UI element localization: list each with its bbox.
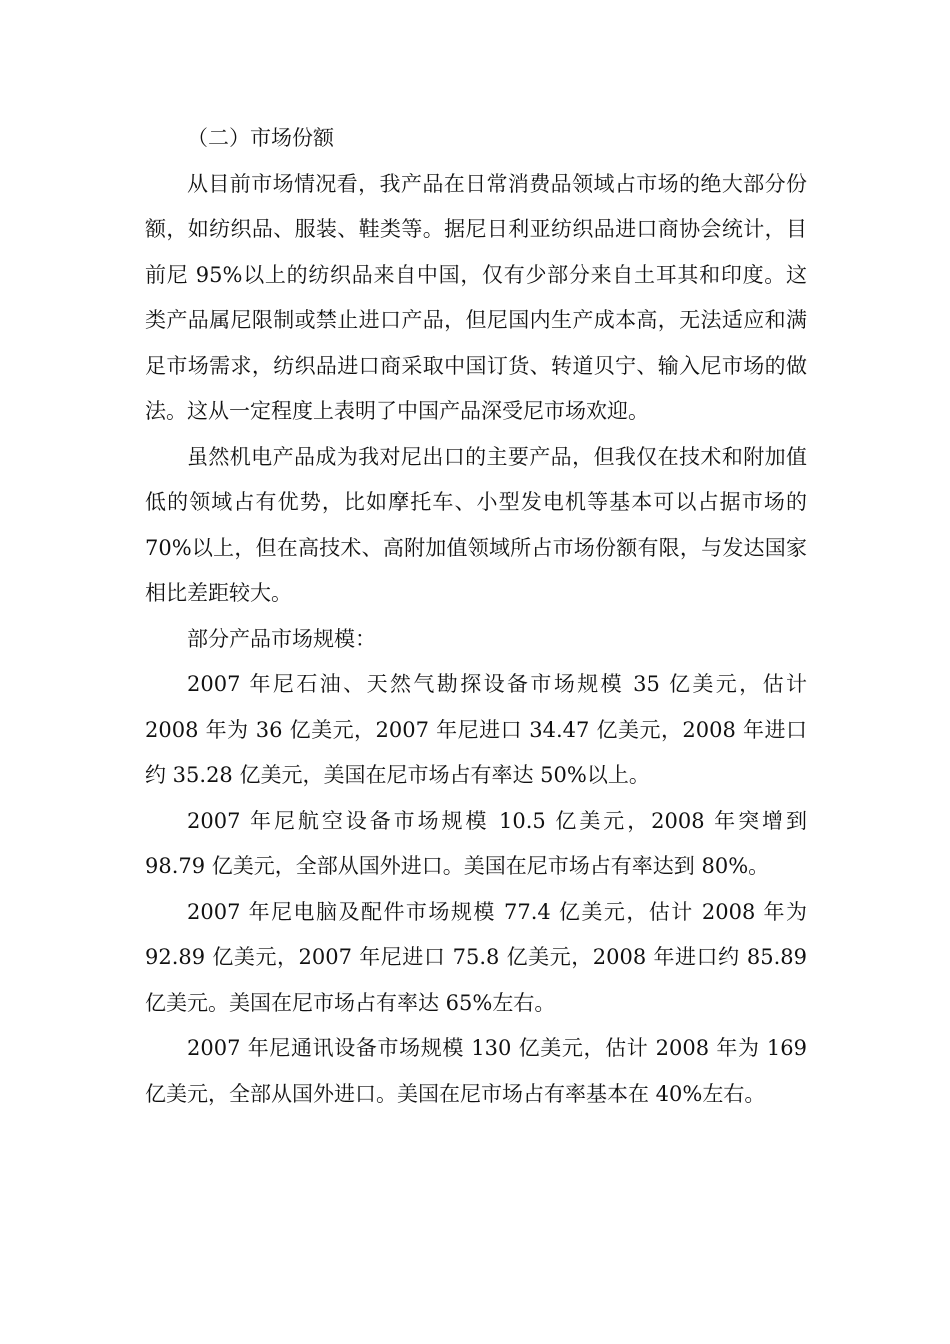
paragraph-aviation-equipment: 2007 年尼航空设备市场规模 10.5 亿美元，2008 年突增到 98.79 亿美元，全部从国外进口。美国在尼市场占有率达到 80%。 xyxy=(145,808,807,878)
paragraph-electromechanical-share: 虽然机电产品成为我对尼出口的主要产品，但我仅在技术和附加值低的领域占有优势，比如摩托车、小型发电机等基本可以占据市场的 70%以上，但在高技术、高附加值领域所占市场份额有限，与发达国家相比差距较大。 xyxy=(145,444,807,605)
paragraph-telecom-equipment: 2007 年尼通讯设备市场规模 130 亿美元，估计 2008 年为 169 亿美元，全部从国外进口。美国在尼市场占有率基本在 40%左右。 xyxy=(145,1036,807,1106)
paragraph-computers: 2007 年尼电脑及配件市场规模 77.4 亿美元，估计 2008 年为 92.89 亿美元，2007 年尼进口 75.8 亿美元，2008 年进口约 85.89 亿美元。美国在尼市场占有率达 65%左右。 xyxy=(145,899,807,1015)
section-heading: （二）市场份额 xyxy=(187,126,334,150)
paragraph-consumer-goods-share: 从目前市场情况看，我产品在日常消费品领域占市场的绝大部分份额，如纺织品、服装、鞋类等。据尼日利亚纺织品进口商协会统计，目前尼 95%以上的纺织品来自中国，仅有少部分来自土耳其和印度。这类产品属尼限制或禁止进口产品，但尼国内生产成本高，无法适应和满足市场需求，纺织品进口商采取中国订货、转道贝宁、输入尼市场的做法。这从一定程度上表明了中国产品深受尼市场欢迎。 xyxy=(145,171,807,423)
paragraph-oil-gas-equipment: 2007 年尼石油、天然气勘探设备市场规模 35 亿美元，估计 2008 年为 36 亿美元，2007 年尼进口 34.47 亿美元，2008 年进口约 35.28 亿美元，美国在尼市场占有率达 50%以上。 xyxy=(145,672,807,787)
paragraph-market-size-intro: 部分产品市场规模： xyxy=(187,626,376,651)
document-body xyxy=(145,116,807,1117)
